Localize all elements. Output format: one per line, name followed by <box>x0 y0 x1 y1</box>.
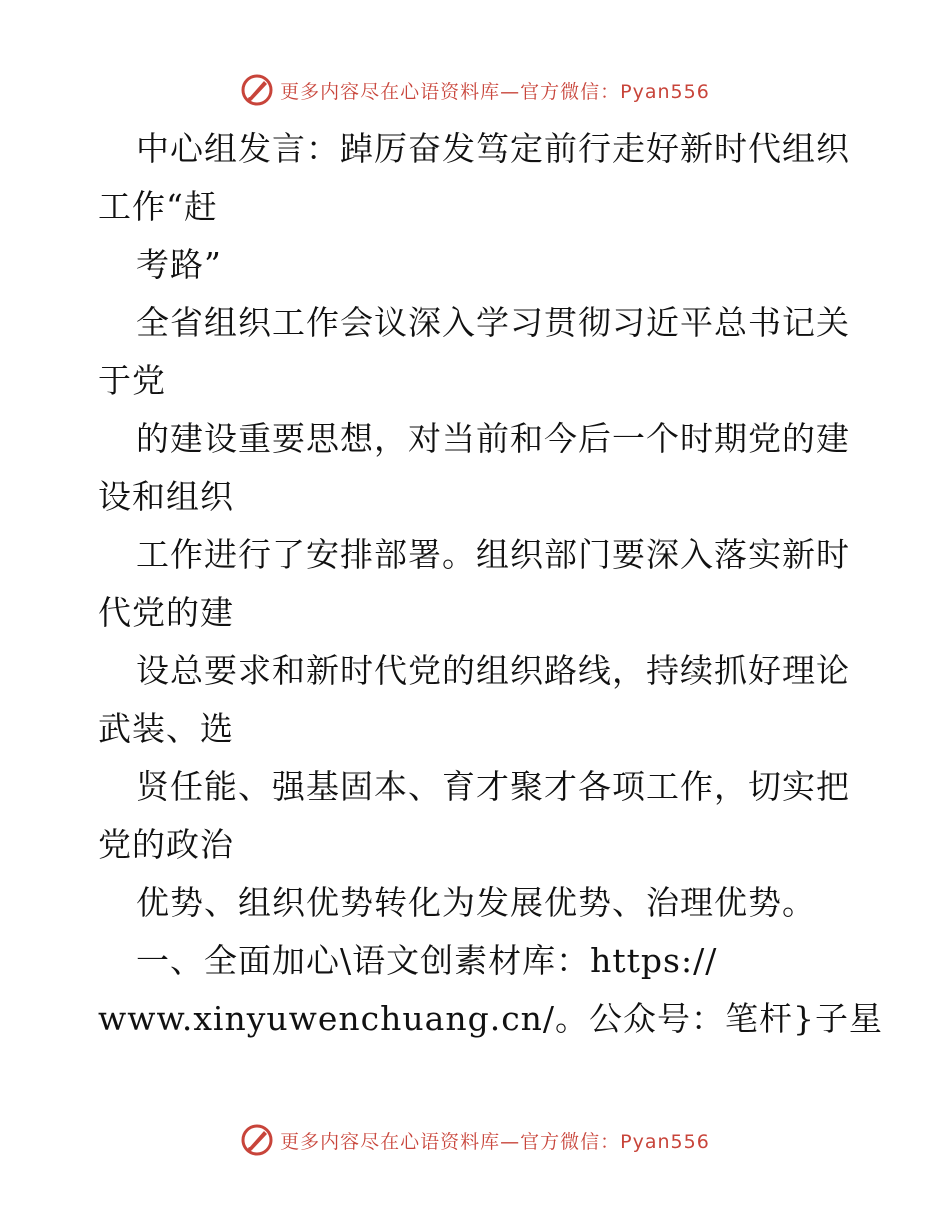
text-line: 的建设重要思想，对当前和今后一个时期党的建 <box>136 419 850 458</box>
text-line: www.xinyuwenchuang.cn/。公众号：笔杆}子星 <box>98 999 884 1038</box>
text-line: 于党 <box>98 361 166 400</box>
pen-logo-icon <box>240 1123 274 1157</box>
text-line: 考路” <box>136 245 222 284</box>
text-line: 贤任能、强基固本、育才聚才各项工作，切实把 <box>136 767 850 806</box>
watermark-main: 更多内容尽在心语资料库— <box>280 1130 521 1153</box>
watermark-sub: 官方微信：Pyan556 <box>520 1130 710 1153</box>
text-line: 设总要求和新时代党的组织路线，持续抓好理论 <box>136 651 850 690</box>
footer-watermark <box>0 1120 950 1160</box>
text-line: 工作“赶 <box>98 187 218 226</box>
header-watermark <box>0 70 950 110</box>
document-body <box>98 120 884 1048</box>
watermark-text <box>280 1127 710 1154</box>
text-line: 中心组发言：踔厉奋发笃定前行走好新时代组织 <box>136 129 850 168</box>
text-line: 工作进行了安排部署。组织部门要深入落实新时 <box>136 535 850 574</box>
text-line: 武装、选 <box>98 709 234 748</box>
text-line: 代党的建 <box>98 593 234 632</box>
watermark-sub: 官方微信：Pyan556 <box>520 80 710 103</box>
text-line: 设和组织 <box>98 477 234 516</box>
pen-logo-icon <box>240 73 274 107</box>
text-line: 全省组织工作会议深入学习贯彻习近平总书记关 <box>136 303 850 342</box>
text-line: 党的政治 <box>98 825 234 864</box>
text-line: 一、全面加心\语文创素材库：https:// <box>136 941 718 980</box>
watermark-main: 更多内容尽在心语资料库— <box>280 80 521 103</box>
watermark-text <box>280 77 710 104</box>
text-line: 优势、组织优势转化为发展优势、治理优势。 <box>136 883 816 922</box>
